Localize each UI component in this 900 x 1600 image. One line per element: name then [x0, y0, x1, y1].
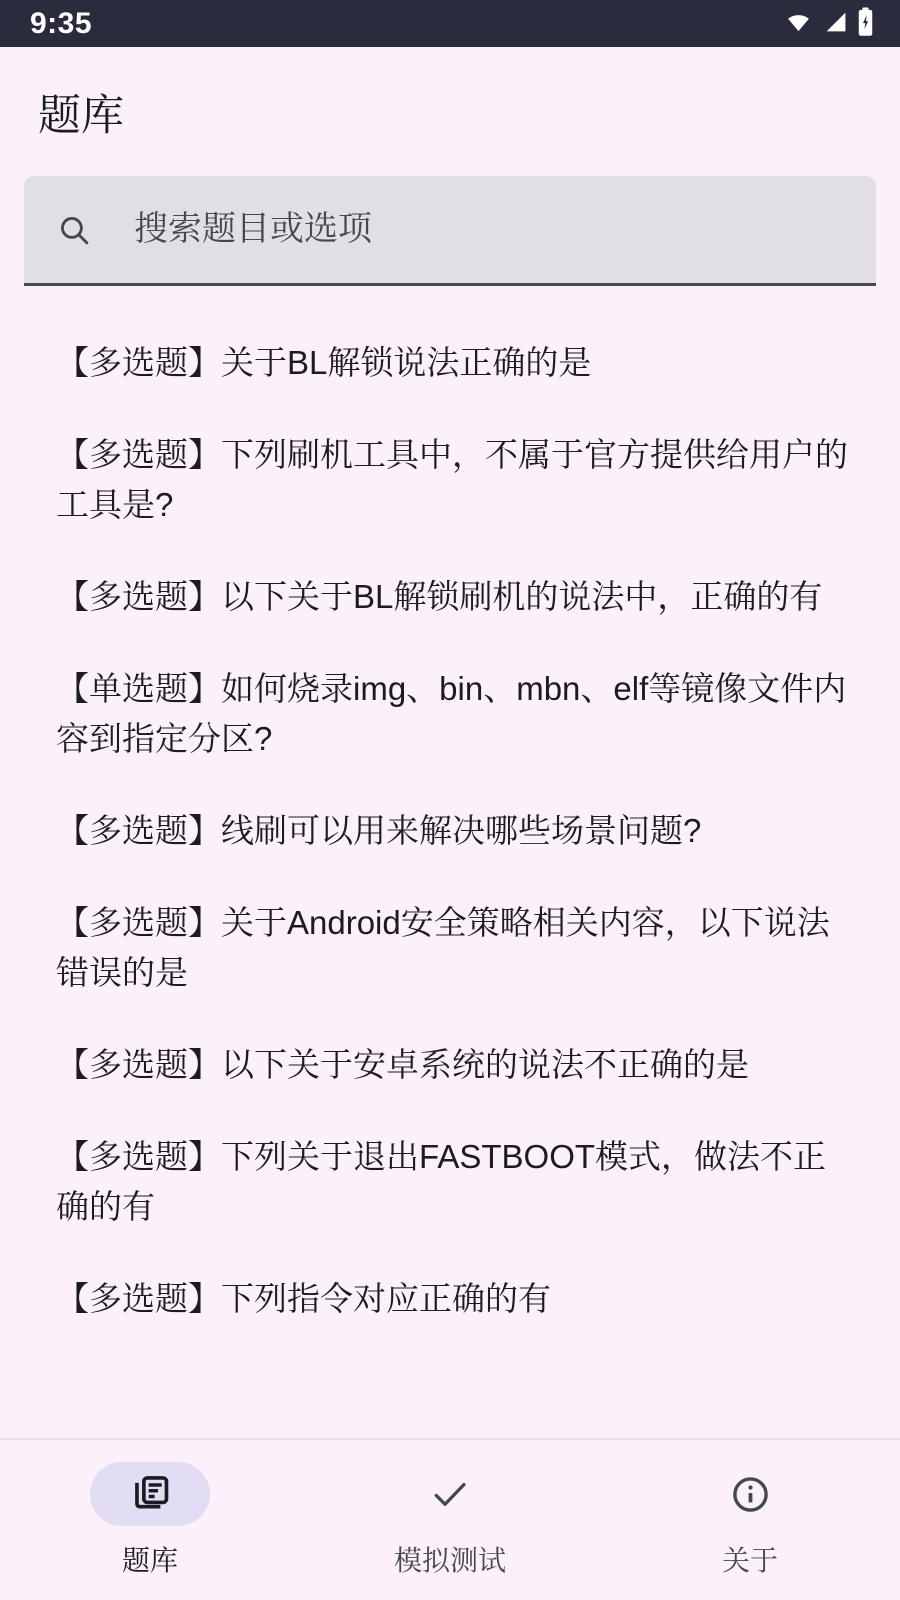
info-icon — [729, 1473, 772, 1516]
question-item[interactable]: 【单选题】如何烧录img、bin、mbn、elf等镜像文件内容到指定分区? — [56, 670, 847, 757]
nav-icon-holder — [390, 1462, 510, 1526]
question-item[interactable]: 【多选题】下列关于退出FASTBOOT模式，做法不正确的有 — [56, 1138, 827, 1225]
nav-item-mock-test[interactable] — [300, 1440, 600, 1600]
nav-item-question-bank[interactable] — [0, 1440, 300, 1600]
bottom-nav — [0, 1438, 900, 1600]
status-bar — [0, 0, 900, 47]
signal-icon — [823, 9, 848, 39]
search-input[interactable] — [132, 209, 852, 250]
nav-item-about[interactable] — [600, 1440, 900, 1600]
question-item[interactable]: 【多选题】关于Android安全策略相关内容，以下说法错误的是 — [56, 904, 830, 991]
status-time: 9:35 — [30, 6, 93, 40]
nav-selected-pill — [90, 1462, 210, 1526]
search-icon — [56, 212, 92, 248]
question-item[interactable]: 【多选题】下列指令对应正确的有 — [56, 1280, 551, 1317]
question-item[interactable]: 【多选题】线刷可以用来解决哪些场景问题? — [56, 812, 702, 849]
check-icon — [428, 1472, 472, 1516]
search-field[interactable] — [24, 176, 876, 286]
question-item[interactable]: 【多选题】关于BL解锁说法正确的是 — [56, 344, 592, 381]
nav-label-about: 关于 — [721, 1545, 778, 1576]
status-icons — [783, 7, 874, 41]
nav-label-question-bank: 题库 — [121, 1545, 178, 1576]
page-title: 题库 — [38, 92, 124, 140]
nav-label-mock-test: 模拟测试 — [393, 1545, 506, 1576]
question-item[interactable]: 【多选题】以下关于BL解锁刷机的说法中，正确的有 — [56, 578, 823, 615]
question-item[interactable]: 【多选题】下列刷机工具中，不属于官方提供给用户的工具是? — [56, 436, 848, 523]
wifi-icon — [783, 9, 814, 39]
question-list — [0, 338, 900, 1366]
library-icon — [127, 1471, 173, 1517]
nav-icon-holder — [690, 1462, 810, 1526]
battery-icon — [857, 7, 874, 41]
question-item[interactable]: 【多选题】以下关于安卓系统的说法不正确的是 — [56, 1046, 749, 1083]
